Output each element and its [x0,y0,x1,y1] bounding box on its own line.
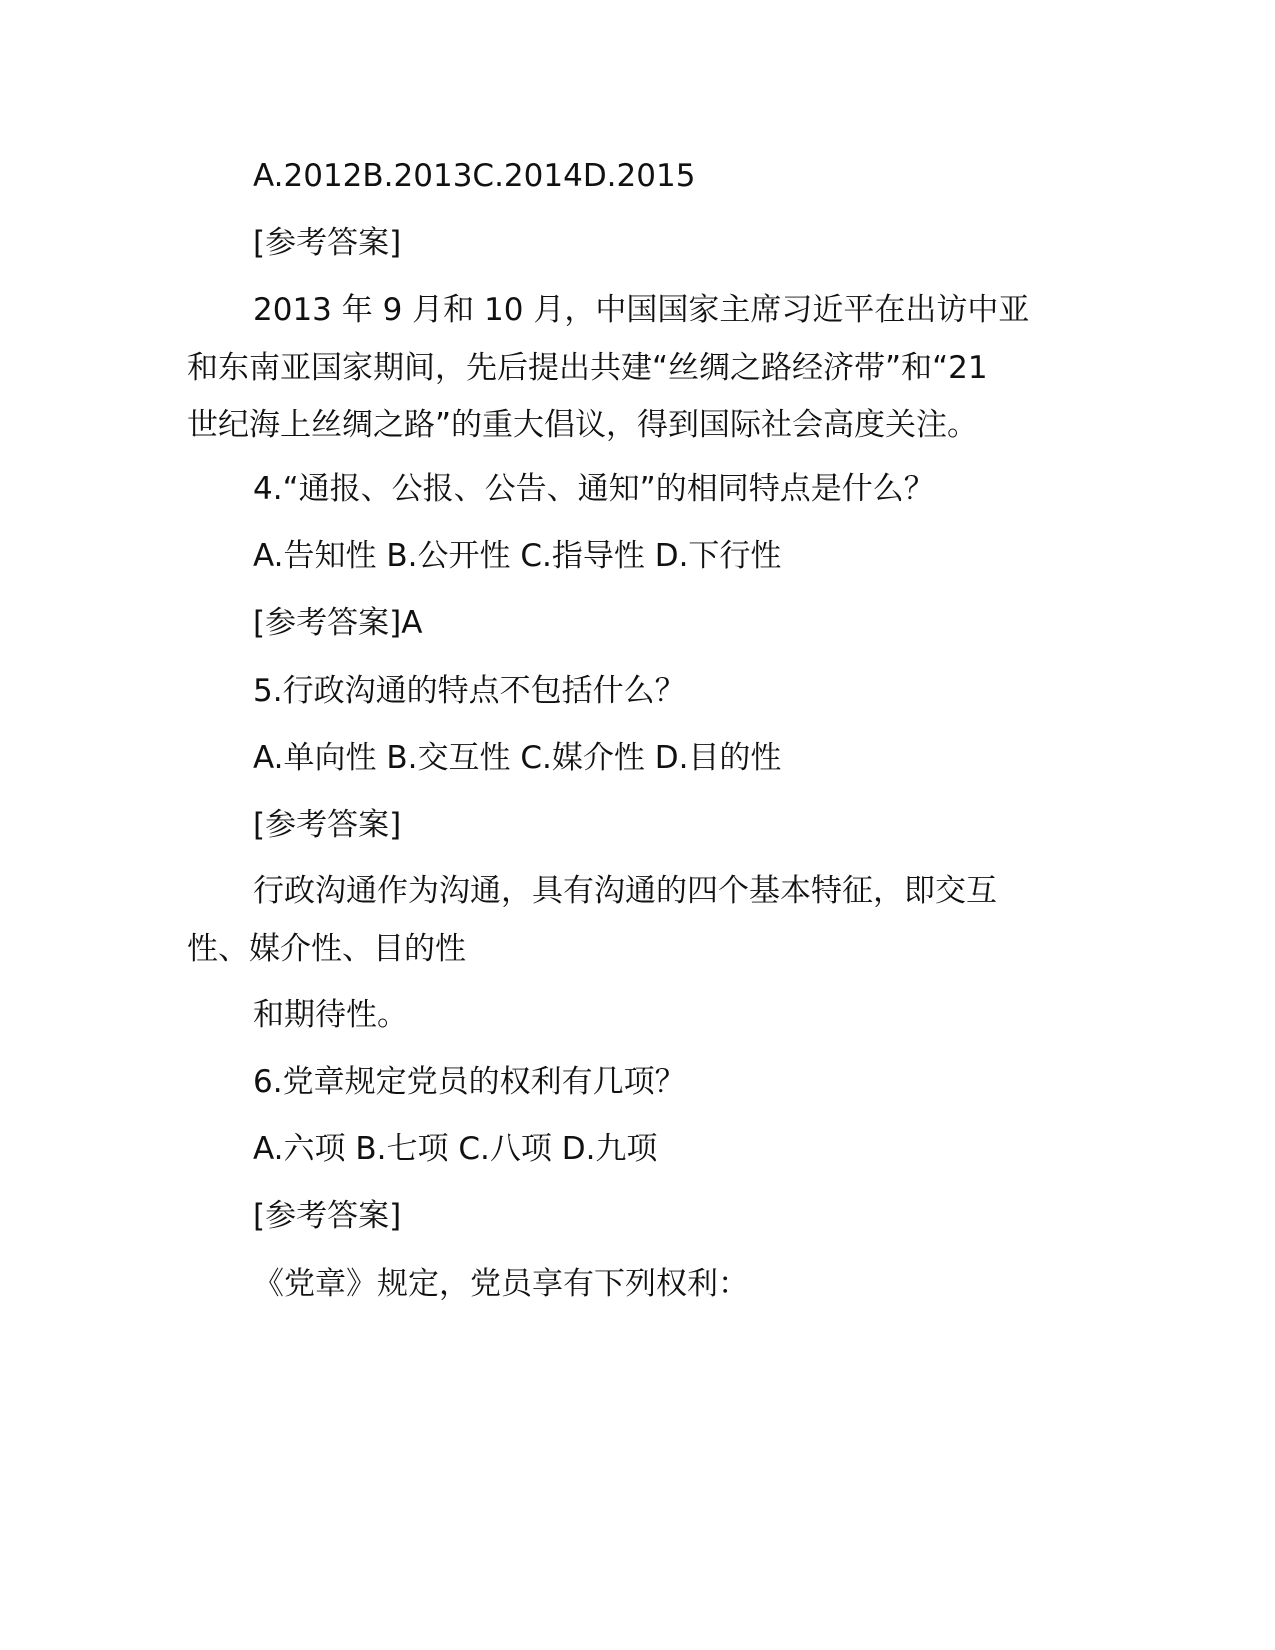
q6-options: A.六项 B.七项 C.八项 D.九项 [253,1131,658,1167]
q3-explanation-line-3: 世纪海上丝绸之路”的重大倡议，得到国际社会高度关注。 [187,407,979,443]
q5-explanation-continued: 和期待性。 [253,997,408,1033]
q5-question: 5.行政沟通的特点不包括什么？ [253,673,686,709]
q4-options: A.告知性 B.公开性 C.指导性 D.下行性 [253,538,782,574]
q5-explanation-line-2: 性、媒介性、目的性 [187,930,466,967]
q3-explanation-line-1: 2013 年 9 月和 10 月，中国国家主席习近平在出访中亚 [253,292,1030,328]
q5-explanation [187,863,1087,978]
q3-explanation-line-2: 和东南亚国家期间，先后提出共建“丝绸之路经济带”和“21 [187,349,988,386]
q4-answer-label: [参考答案]A [253,605,423,641]
q5-options: A.单向性 B.交互性 C.媒介性 D.目的性 [253,740,782,776]
q6-explanation: 《党章》规定，党员享有下列权利： [253,1266,749,1302]
q5-explanation-line-1: 行政沟通作为沟通，具有沟通的四个基本特征，即交互 [253,873,997,909]
q6-answer-label: [参考答案] [253,1198,402,1234]
q3-explanation [187,282,1087,455]
q3-answer-label: [参考答案] [253,225,402,261]
q6-question: 6.党章规定党员的权利有几项？ [253,1064,686,1100]
q3-options: A.2012B.2013C.2014D.2015 [253,158,696,194]
q4-question: 4.“通报、公报、公告、通知”的相同特点是什么？ [253,471,935,507]
q5-answer-label: [参考答案] [253,807,402,843]
